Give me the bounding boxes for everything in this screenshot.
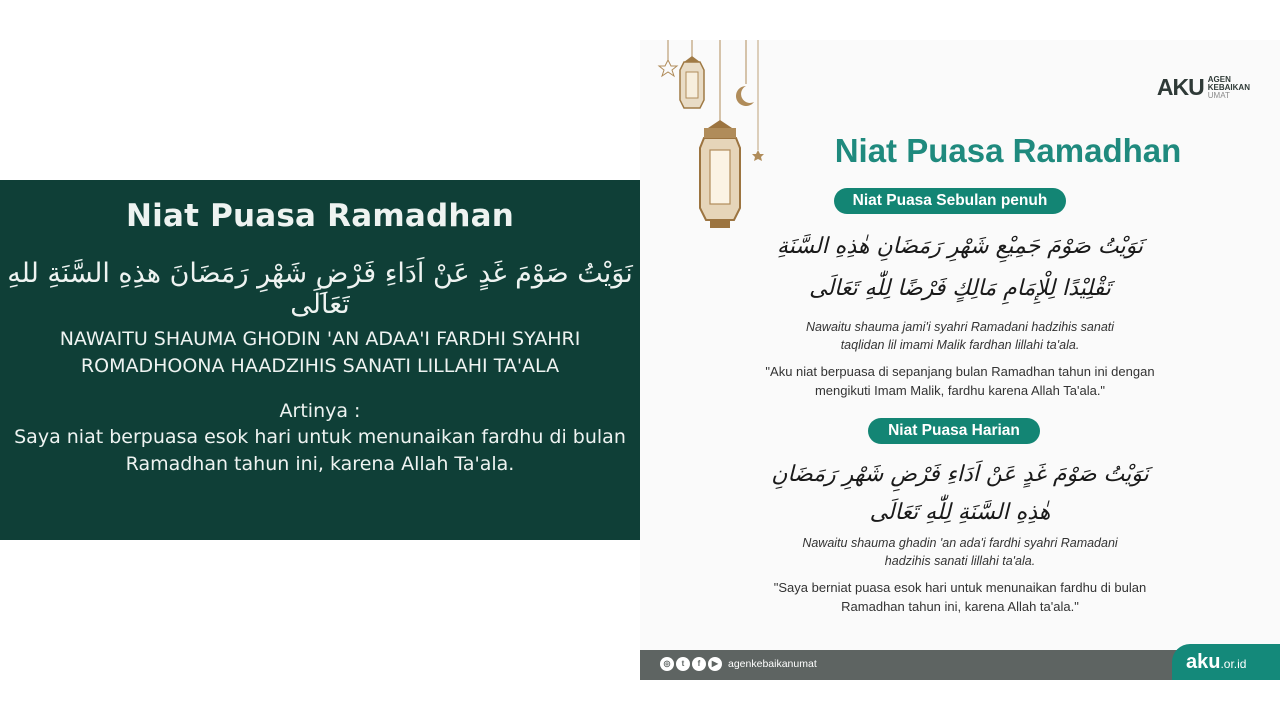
section-label-harian: Niat Puasa Harian [868,418,1040,444]
left-arabic-text: نَوَيْتُ صَوْمَ غَدٍ عَنْ اَدَاءِ فَرْضِ شَهْرِ رَمَضَانَ هذِهِ السَّنَةِ للهِ تَعَالَى [7,258,633,320]
logo-subtitle [1208,76,1250,100]
section2-translit-line-2: hadzihis sanati lillahi ta'ala. [884,554,1036,568]
left-translit-line-1: NAWAITU SHAUMA GHODIN 'AN ADAA'I FARDHI SYAHRI [59,328,581,350]
section1-meaning [680,362,1240,400]
section1-arabic-line-1: نَوَيْتُ صَوْمَ جَمِيْعِ شَهْرِ رَمَضَانِ هٰذِهِ السَّنَةِ [776,234,1144,259]
footer-bar [640,650,1280,680]
social-links [660,657,817,671]
section1-translit-line-2: taqlidan lil imami Malik fardhan lillahi ta'ala. [840,338,1080,352]
instagram-icon[interactable]: ◎ [660,657,674,671]
logo-line-3: UMAT [1207,90,1230,100]
right-title: Niat Puasa Ramadhan [834,132,1182,169]
aku-logo [1157,74,1250,101]
social-handle: agenkebaikanumat [728,658,817,670]
left-meaning-line-1: Saya niat berpuasa esok hari untuk menunaikan fardhu di bulan [14,426,626,448]
section1-transliteration [680,318,1240,354]
section2-meaning-line-1: "Saya berniat puasa esok hari untuk menunaikan fardhu di bulan [773,580,1147,595]
section2-arabic-line-2: هٰذِهِ السَّنَةِ لِلّٰهِ تَعَالَى [869,500,1051,525]
section2-meaning-line-2: Ramadhan tahun ini, karena Allah ta'ala." [841,599,1079,614]
logo-mark: AKU [1156,74,1204,100]
left-transliteration [0,326,640,380]
twitter-icon[interactable]: t [676,657,690,671]
left-image-card [0,180,640,540]
left-meaning-line-2: Ramadhan tahun ini, karena Allah Ta'ala. [125,453,515,475]
site-main: aku [1186,651,1221,673]
facebook-icon[interactable]: f [692,657,706,671]
left-meaning [0,424,640,478]
youtube-icon[interactable]: ▶ [708,657,722,671]
section1-arabic-line-2: تَقْلِيْدًا لِلْإِمَامِ مَالِكٍ فَرْضًا لِلّٰهِ تَعَالَى [809,276,1111,301]
section1-meaning-line-1: "Aku niat berpuasa di sepanjang bulan Ramadhan tahun ini dengan [765,364,1155,379]
star-ornament-icon [659,60,677,76]
left-artinya-label: Artinya : [279,400,361,422]
logo-line-2: KEBAIKAN [1207,82,1250,92]
small-lantern-icon [680,56,704,108]
section1-translit-line-1: Nawaitu shauma jami'i syahri Ramadani hadzihis sanati [805,320,1115,334]
section2-transliteration [680,534,1240,570]
logo-line-1: AGEN [1207,74,1231,84]
section-label-sebulan: Niat Puasa Sebulan penuh [834,188,1066,214]
section1-meaning-line-2: mengikuti Imam Malik, fardhu karena Allah Ta'ala." [814,383,1106,398]
site-tld: .or.id [1220,657,1247,671]
crescent-icon [736,86,754,106]
section2-translit-line-1: Nawaitu shauma ghadin 'an ada'i fardhi syahri Ramadani [802,536,1118,550]
section2-arabic-line-1: نَوَيْتُ صَوْمَ غَدٍ عَنْ اَدَاءِ فَرْضِ شَهْرِ رَمَضَانِ [771,462,1149,487]
website-link[interactable] [1172,644,1280,680]
left-translit-line-2: ROMADHOONA HAADZIHIS SANATI LILLAHI TA'ALA [80,355,560,377]
section2-meaning [680,578,1240,616]
left-title: Niat Puasa Ramadhan [125,198,515,234]
right-image-card [640,40,1280,680]
